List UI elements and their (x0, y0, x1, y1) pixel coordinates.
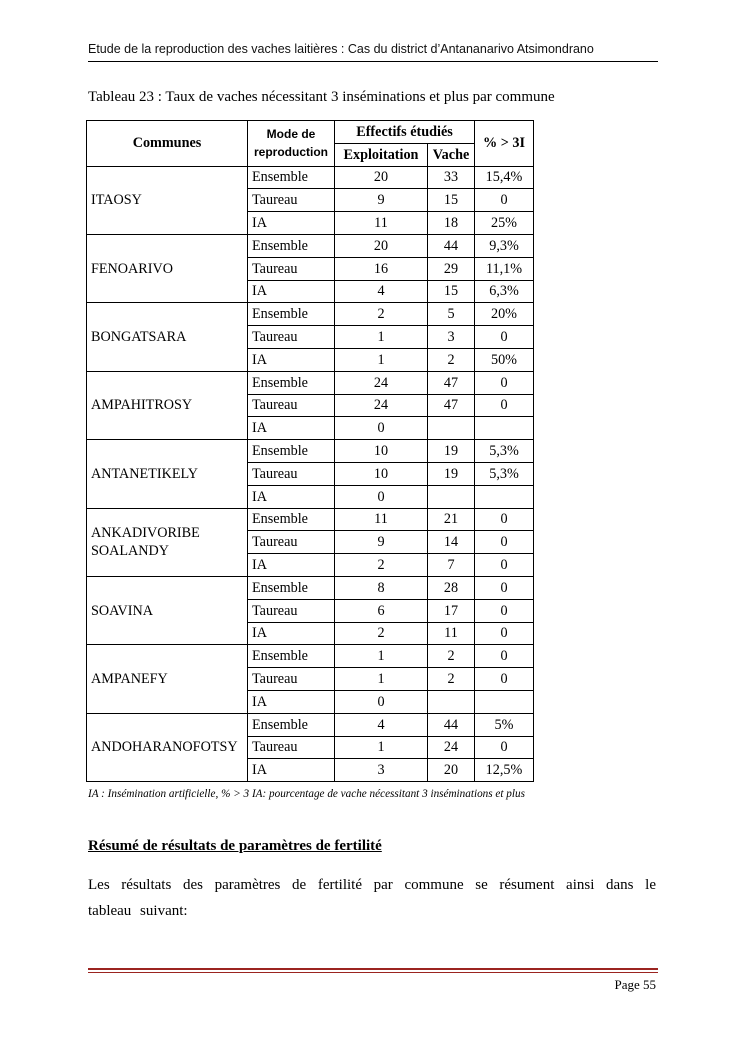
mode-cell: Ensemble (248, 440, 335, 463)
exploitation-cell: 9 (335, 531, 428, 554)
table-row (87, 440, 534, 463)
mode-cell: Ensemble (248, 508, 335, 531)
vache-cell: 29 (428, 257, 475, 280)
table-row (87, 234, 534, 257)
vache-cell (428, 417, 475, 440)
pct-cell: 0 (475, 394, 534, 417)
exploitation-cell: 8 (335, 576, 428, 599)
table-row (87, 303, 534, 326)
vache-cell: 28 (428, 576, 475, 599)
vache-cell: 15 (428, 189, 475, 212)
page-number: Page 55 (614, 977, 656, 992)
vache-cell: 19 (428, 440, 475, 463)
commune-name: ITAOSY (87, 166, 248, 234)
exploitation-cell: 1 (335, 668, 428, 691)
header-effectifs: Effectifs étudiés (335, 121, 475, 144)
commune-name: SOAVINA (87, 576, 248, 644)
vache-cell: 11 (428, 622, 475, 645)
exploitation-cell: 24 (335, 394, 428, 417)
exploitation-cell: 10 (335, 440, 428, 463)
commune-name: AMPAHITROSY (87, 371, 248, 439)
exploitation-cell: 20 (335, 234, 428, 257)
pct-cell: 15,4% (475, 166, 534, 189)
exploitation-cell: 1 (335, 736, 428, 759)
mode-cell: Ensemble (248, 371, 335, 394)
section-paragraph: Les résultats des paramètres de fertilité par commune se résument ainsi dans le tableau suivant: (88, 877, 656, 919)
table-body (87, 166, 534, 782)
exploitation-cell: 0 (335, 417, 428, 440)
pct-cell: 5% (475, 713, 534, 736)
exploitation-cell: 16 (335, 257, 428, 280)
table-row (87, 645, 534, 668)
header-communes: Communes (87, 121, 248, 167)
pct-cell: 9,3% (475, 234, 534, 257)
mode-cell: IA (248, 348, 335, 371)
pct-cell: 0 (475, 645, 534, 668)
vache-cell: 2 (428, 668, 475, 691)
mode-cell: Taureau (248, 394, 335, 417)
mode-cell: Taureau (248, 189, 335, 212)
vache-cell: 44 (428, 234, 475, 257)
mode-cell: IA (248, 690, 335, 713)
pct-cell: 5,3% (475, 462, 534, 485)
mode-cell: IA (248, 485, 335, 508)
exploitation-cell: 0 (335, 690, 428, 713)
exploitation-cell: 0 (335, 485, 428, 508)
mode-cell: Ensemble (248, 645, 335, 668)
pct-cell: 20% (475, 303, 534, 326)
exploitation-cell: 2 (335, 622, 428, 645)
exploitation-cell: 6 (335, 599, 428, 622)
vache-cell: 14 (428, 531, 475, 554)
footer-rule (88, 968, 658, 970)
pct-cell: 0 (475, 736, 534, 759)
mode-cell: IA (248, 554, 335, 577)
vache-cell: 18 (428, 212, 475, 235)
mode-cell: IA (248, 759, 335, 782)
header-pct: % > 3I (475, 121, 534, 167)
pct-cell: 0 (475, 189, 534, 212)
table-note: IA : Insémination artificielle, % > 3 IA: pourcentage de vache nécessitant 3 inséminations et plus (88, 788, 525, 800)
mode-cell: Ensemble (248, 234, 335, 257)
vache-cell: 3 (428, 326, 475, 349)
pct-cell: 0 (475, 599, 534, 622)
vache-cell: 20 (428, 759, 475, 782)
mode-cell: Ensemble (248, 713, 335, 736)
vache-cell: 44 (428, 713, 475, 736)
table-caption: Tableau 23 : Taux de vaches nécessitant 3 inséminations et plus par commune (88, 89, 555, 105)
exploitation-cell: 9 (335, 189, 428, 212)
mode-cell: IA (248, 622, 335, 645)
vache-cell: 7 (428, 554, 475, 577)
mode-cell: Ensemble (248, 576, 335, 599)
pct-cell (475, 485, 534, 508)
pct-cell: 0 (475, 531, 534, 554)
footer-rule-thin (88, 972, 658, 973)
section-title: Résumé de résultats de paramètres de fertilité (88, 838, 382, 854)
vache-cell: 2 (428, 645, 475, 668)
exploitation-cell: 24 (335, 371, 428, 394)
pct-cell: 0 (475, 508, 534, 531)
mode-cell: Taureau (248, 599, 335, 622)
pct-cell: 6,3% (475, 280, 534, 303)
pct-cell: 50% (475, 348, 534, 371)
vache-cell: 15 (428, 280, 475, 303)
pct-cell (475, 690, 534, 713)
vache-cell: 21 (428, 508, 475, 531)
pct-cell: 0 (475, 668, 534, 691)
commune-name: ANTANETIKELY (87, 440, 248, 508)
exploitation-cell: 2 (335, 554, 428, 577)
pct-cell: 5,3% (475, 440, 534, 463)
vache-cell: 17 (428, 599, 475, 622)
mode-cell: Taureau (248, 668, 335, 691)
exploitation-cell: 3 (335, 759, 428, 782)
vache-cell: 24 (428, 736, 475, 759)
commune-name: FENOARIVO (87, 234, 248, 302)
exploitation-cell: 20 (335, 166, 428, 189)
running-header: Etude de la reproduction des vaches laitières : Cas du district d’Antananarivo Atsimondrano (88, 42, 594, 56)
header-rule (88, 61, 658, 62)
exploitation-cell: 4 (335, 713, 428, 736)
commune-table (86, 120, 534, 782)
commune-name: ANKADIVORIBE SOALANDY (87, 508, 248, 576)
pct-cell: 0 (475, 554, 534, 577)
vache-cell: 5 (428, 303, 475, 326)
pct-cell: 0 (475, 576, 534, 599)
mode-cell: Taureau (248, 531, 335, 554)
mode-cell: IA (248, 212, 335, 235)
exploitation-cell: 2 (335, 303, 428, 326)
commune-name: AMPANEFY (87, 645, 248, 713)
mode-cell: Ensemble (248, 303, 335, 326)
pct-cell (475, 417, 534, 440)
exploitation-cell: 10 (335, 462, 428, 485)
exploitation-cell: 1 (335, 326, 428, 349)
mode-cell: Taureau (248, 326, 335, 349)
commune-name: ANDOHARANOFOTSY (87, 713, 248, 781)
mode-cell: Taureau (248, 736, 335, 759)
table-row (87, 166, 534, 189)
pct-cell: 0 (475, 371, 534, 394)
pct-cell: 25% (475, 212, 534, 235)
vache-cell: 33 (428, 166, 475, 189)
exploitation-cell: 1 (335, 348, 428, 371)
header-vache: Vache (428, 143, 475, 166)
pct-cell: 0 (475, 622, 534, 645)
mode-cell: Ensemble (248, 166, 335, 189)
vache-cell: 2 (428, 348, 475, 371)
table-row (87, 576, 534, 599)
mode-cell: Taureau (248, 462, 335, 485)
table-row (87, 508, 534, 531)
exploitation-cell: 1 (335, 645, 428, 668)
exploitation-cell: 11 (335, 508, 428, 531)
pct-cell: 12,5% (475, 759, 534, 782)
pct-cell: 11,1% (475, 257, 534, 280)
pct-cell: 0 (475, 326, 534, 349)
exploitation-cell: 4 (335, 280, 428, 303)
mode-cell: IA (248, 417, 335, 440)
header-exploitation: Exploitation (335, 143, 428, 166)
exploitation-cell: 11 (335, 212, 428, 235)
vache-cell: 47 (428, 371, 475, 394)
commune-name: BONGATSARA (87, 303, 248, 371)
vache-cell: 19 (428, 462, 475, 485)
vache-cell: 47 (428, 394, 475, 417)
mode-cell: IA (248, 280, 335, 303)
header-mode: Mode de reproduction (248, 121, 335, 167)
vache-cell (428, 485, 475, 508)
table-row (87, 371, 534, 394)
table-row (87, 713, 534, 736)
vache-cell (428, 690, 475, 713)
mode-cell: Taureau (248, 257, 335, 280)
